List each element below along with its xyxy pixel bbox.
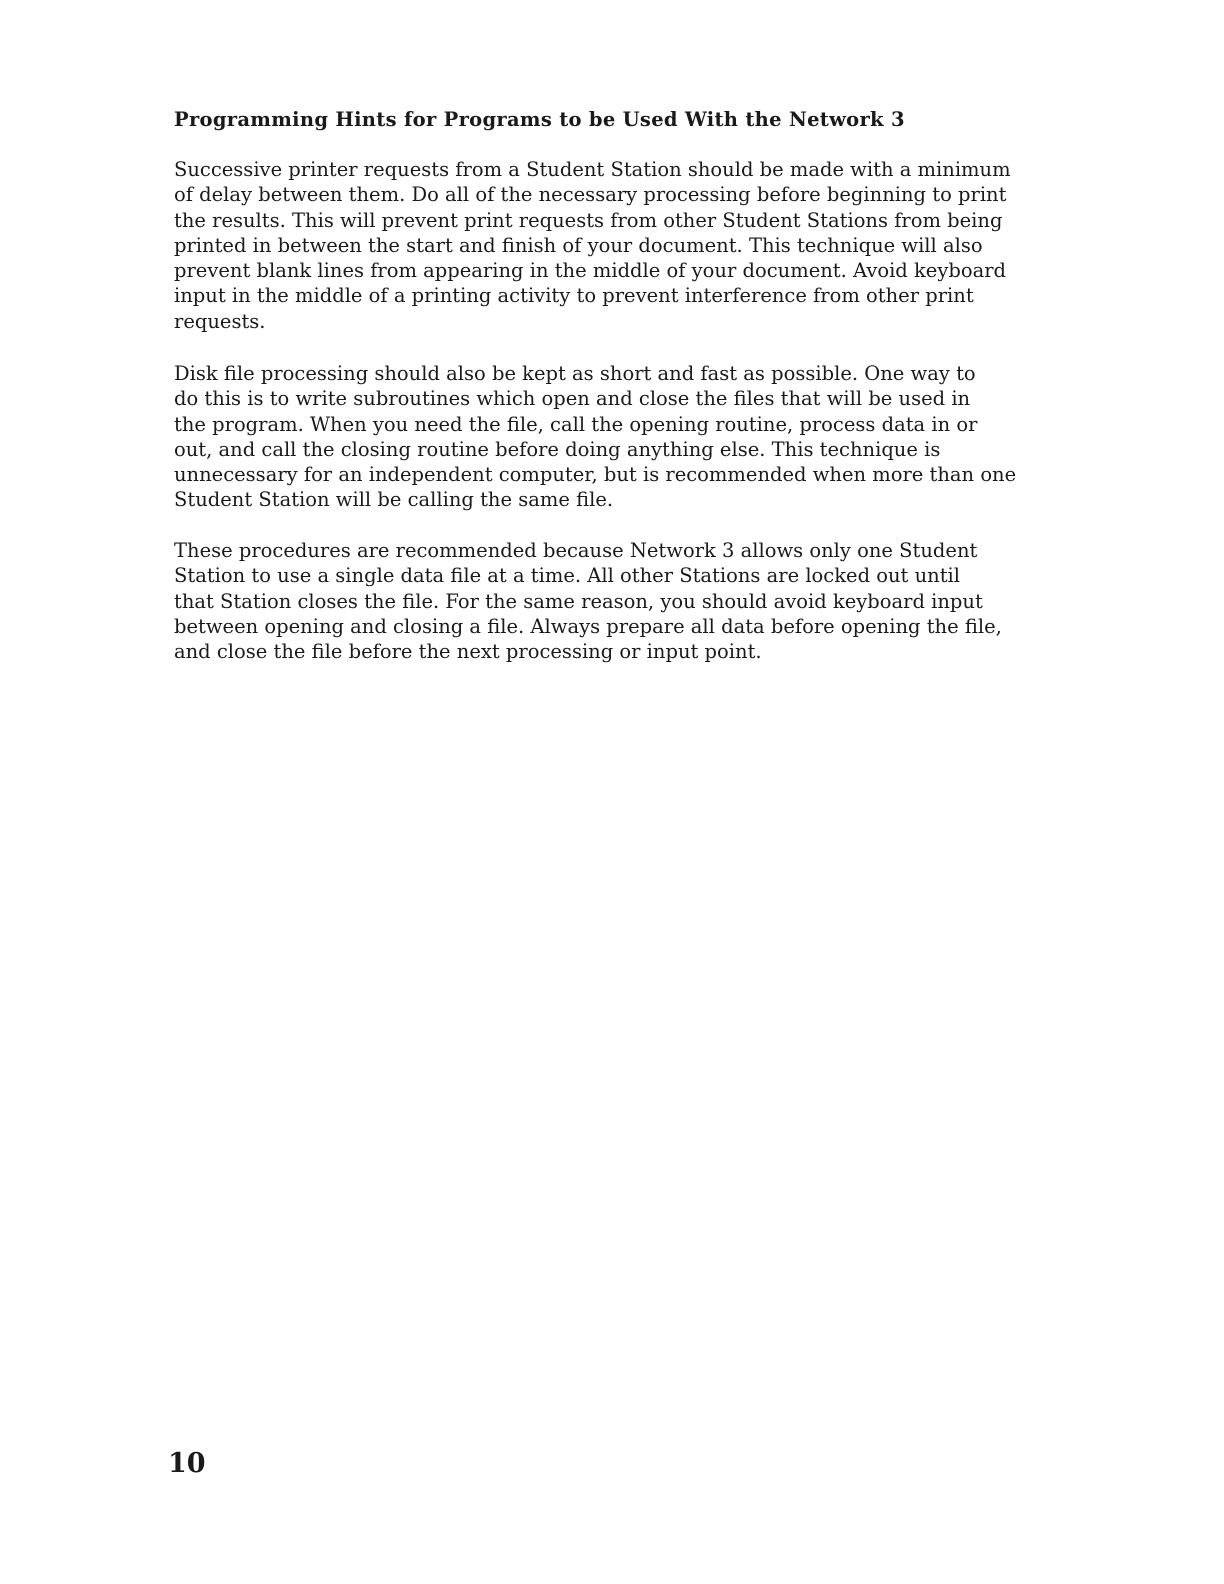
- paragraph-procedures: [174, 538, 1064, 664]
- text-line: out, and call the closing routine before doing anything else. This technique is: [174, 437, 941, 461]
- page-number: 10: [168, 1448, 206, 1479]
- text-line: that Station closes the file. For the same reason, you should avoid keyboard input: [174, 589, 983, 613]
- text-line: prevent blank lines from appearing in the middle of your document. Avoid keyboard: [174, 259, 1007, 283]
- text-line: unnecessary for an independent computer, but is recommended when more than one: [174, 463, 1017, 487]
- text-line: of delay between them. Do all of the necessary processing before beginning to print: [174, 183, 1007, 207]
- text-line: and close the file before the next processing or input point.: [174, 640, 762, 664]
- text-line: These procedures are recommended because Network 3 allows only one Student: [174, 539, 978, 562]
- text-line: Student Station will be calling the same file.: [174, 488, 614, 512]
- text-line: printed in between the start and finish of your document. This technique will also: [174, 233, 983, 257]
- text-line: between opening and closing a file. Always prepare all data before opening the file,: [174, 614, 1002, 638]
- paragraph-disk-file-processing: [174, 361, 1064, 513]
- paragraph-printer-requests: [174, 157, 1064, 334]
- text-line: input in the middle of a printing activity to prevent interference from other print: [174, 284, 974, 308]
- text-line: requests.: [174, 309, 266, 333]
- text-line: the program. When you need the file, call the opening routine, process data in or: [174, 412, 978, 436]
- text-line: the results. This will prevent print requests from other Student Stations from being: [174, 208, 1003, 232]
- section-heading: Programming Hints for Programs to be Used With the Network 3: [174, 108, 905, 131]
- text-line: Successive printer requests from a Student Station should be made with a minimum: [174, 158, 1011, 181]
- text-line: Station to use a single data file at a time. All other Stations are locked out until: [174, 564, 961, 588]
- text-line: do this is to write subroutines which open and close the files that will be used in: [174, 387, 971, 411]
- text-line: Disk file processing should also be kept as short and fast as possible. One way to: [174, 362, 976, 385]
